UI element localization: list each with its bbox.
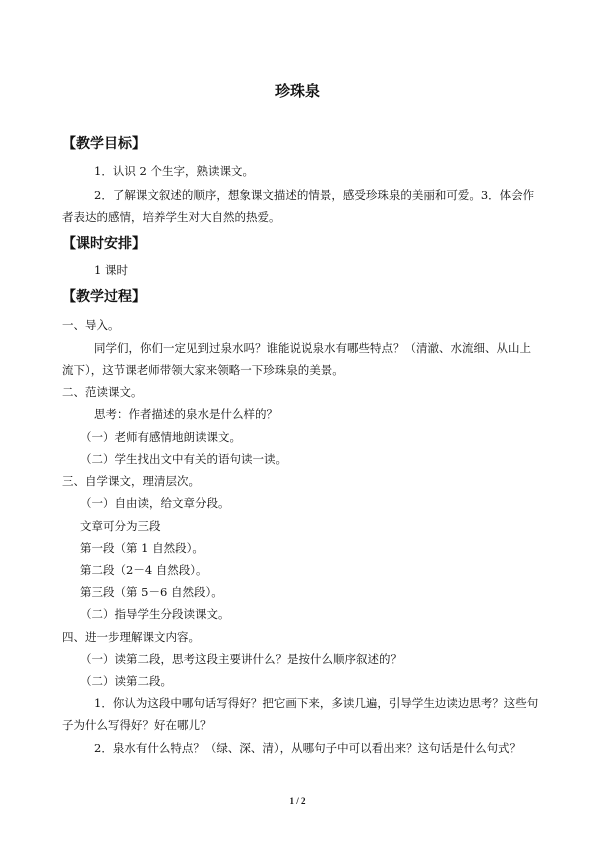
process-line-4: 二、范读课文。 <box>62 385 143 399</box>
process-line-6: （一）老师有感情地朗读课文。 <box>80 430 241 444</box>
page-number: 1 / 2 <box>289 796 306 806</box>
process-line-19: 子为什么写得好？好在哪儿？ <box>62 718 212 732</box>
process-line-14: （二）指导学生分段读课文。 <box>80 607 230 621</box>
process-line-15: 四、进一步理解课文内容。 <box>62 630 200 644</box>
schedule-line-1: 1 课时 <box>94 263 128 277</box>
process-line-10: 文章可分为三段 <box>80 519 161 533</box>
goals-line-1: 1．认识 2 个生字，熟读课文。 <box>94 164 254 178</box>
process-line-20: 2．泉水有什么特点？（绿、深、清），从哪句子中可以看出来？这句话是什么句式？ <box>94 741 522 755</box>
document-title: 珍珠泉 <box>274 82 320 100</box>
section-heading-process: 【教学过程】 <box>62 289 146 305</box>
process-line-12: 第二段（2－4 自然段）。 <box>80 563 208 577</box>
process-line-5: 思考：作者描述的泉水是什么样的？ <box>94 407 278 421</box>
goals-line-2: 2．了解课文叙述的顺序，想象课文描述的情景，感受珍珠泉的美丽和可爱。3．体会作 <box>94 188 535 202</box>
process-line-13: 第三段（第 5－6 自然段）。 <box>80 585 223 599</box>
process-line-3: 流下），这节课老师带领大家来领略一下珍珠泉的美景。 <box>62 363 344 377</box>
process-line-18: 1．你认为这段中哪句话写得好？把它画下来，多读几遍，引导学生边读边思考？这些句 <box>94 696 539 710</box>
process-line-11: 第一段（第 1 自然段）。 <box>80 541 204 555</box>
goals-line-3: 者表达的感情，培养学生对大自然的热爱。 <box>62 210 281 224</box>
process-line-8: 三、自学课文，理清层次。 <box>62 474 200 488</box>
process-line-9: （一）自由读，给文章分段。 <box>80 496 230 510</box>
process-line-7: （二）学生找出文中有关的语句读一读。 <box>80 452 287 466</box>
process-line-2: 同学们，你们一定见到过泉水吗？谁能说说泉水有哪些特点？（清澈、水流细、从山上 <box>94 341 531 355</box>
section-heading-schedule: 【课时安排】 <box>62 236 146 252</box>
process-line-1: 一、导入。 <box>62 318 120 332</box>
process-line-16: （一）读第二段，思考这段主要讲什么？是按什么顺序叙述的？ <box>80 652 402 666</box>
process-line-17: （二）读第二段。 <box>80 674 172 688</box>
section-heading-goals: 【教学目标】 <box>62 136 146 152</box>
